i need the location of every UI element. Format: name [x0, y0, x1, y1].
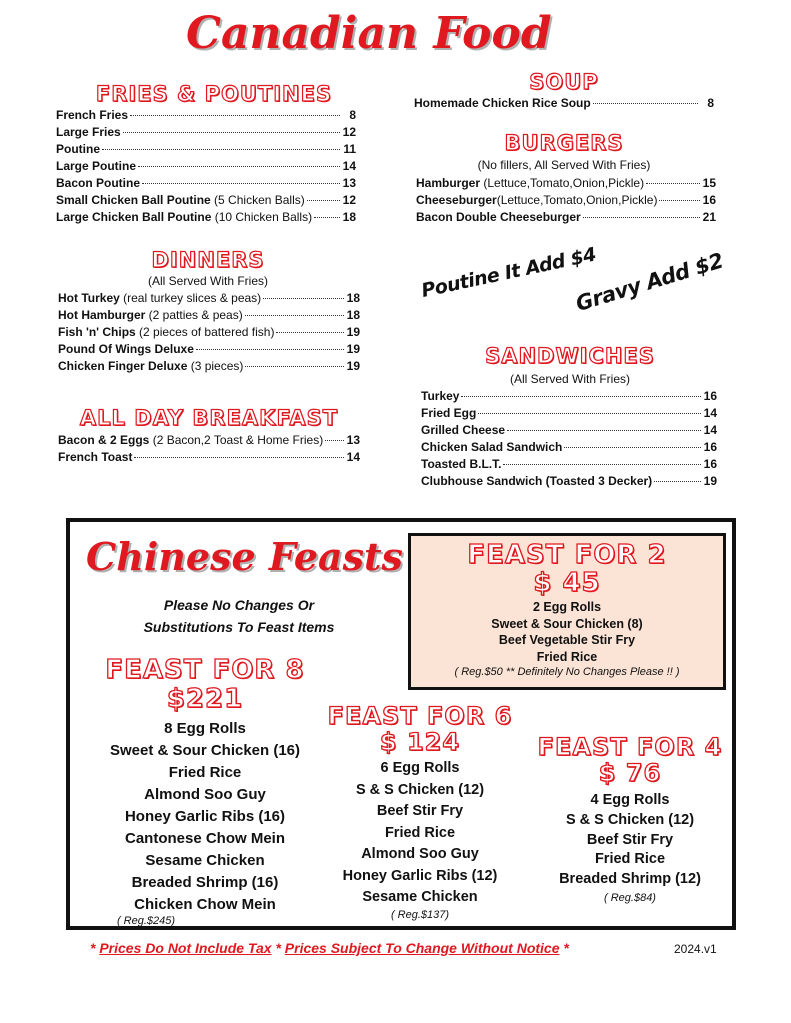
feast-item: Beef Stir Fry	[376, 803, 464, 819]
menu-item-name: Fried Egg	[421, 406, 477, 420]
menu-item-row	[421, 474, 717, 491]
feast-item: Fried Rice	[384, 824, 456, 841]
dotted-leader	[654, 481, 701, 482]
menu-item-name: Turkey	[421, 389, 460, 403]
menu-item-price: 18	[342, 210, 356, 224]
menu-item-row	[421, 457, 717, 474]
feast-8-reg-price: ( Reg.$245)	[116, 915, 176, 927]
menu-item-name: Hamburger	[416, 176, 481, 190]
dotted-leader	[276, 332, 344, 333]
menu-item-row	[56, 176, 356, 193]
feast-item: Sweet & Sour Chicken (8)	[491, 616, 643, 631]
menu-item-row	[56, 125, 356, 142]
gravy-addon: Gravy Add $2	[572, 248, 727, 316]
menu-item-row	[414, 96, 714, 113]
menu-item-price: 18	[346, 308, 360, 322]
fries-poutines-heading: FRIES & POUTINES	[95, 82, 333, 106]
feast-item: Beef Vegetable Stir Fry	[498, 633, 636, 647]
dotted-leader	[130, 115, 340, 116]
feast-notice-line2: Substitutions To Feast Items	[143, 619, 335, 635]
menu-item-name: Bacon & 2 Eggs	[58, 433, 150, 447]
dotted-leader	[196, 349, 344, 350]
poutine-it-addon: Poutine It Add $4	[419, 243, 598, 302]
menu-item-row	[421, 389, 717, 406]
breakfast-list	[58, 433, 360, 467]
feast-8-items	[86, 718, 324, 916]
menu-item-price: 11	[343, 142, 356, 156]
menu-item-price: 13	[342, 176, 356, 190]
chinese-feasts-title: Chinese Feasts	[86, 534, 403, 579]
menu-item-price: 19	[346, 325, 360, 339]
menu-item-price: 16	[703, 457, 717, 471]
feast-item: Sesame Chicken	[362, 889, 478, 905]
feast-item: Fried Rice	[168, 764, 242, 781]
menu-item-row	[421, 423, 717, 440]
menu-item-name: Chicken Salad Sandwich	[421, 440, 563, 454]
menu-item-description: (5 Chicken Balls)	[210, 193, 305, 207]
feast-for-8	[86, 655, 324, 927]
burgers-list	[416, 176, 716, 227]
menu-item-name: Large Chicken Ball Poutine	[56, 210, 212, 224]
menu-item-name: French Fries	[56, 108, 129, 122]
dotted-leader	[593, 103, 698, 104]
menu-item-name: Toasted B.L.T.	[421, 457, 502, 471]
menu-item-name: French Toast	[58, 450, 133, 464]
menu-item-price: 8	[707, 96, 714, 110]
dotted-leader	[307, 200, 340, 201]
menu-item-row	[416, 193, 716, 210]
menu-item-description: (2 pieces of battered fish)	[135, 325, 275, 339]
dotted-leader	[478, 413, 701, 414]
feast-notice-line1: Please No Changes Or	[163, 597, 315, 613]
dotted-leader	[503, 464, 701, 465]
dotted-leader	[138, 166, 340, 167]
feast-item: S & S Chicken (12)	[355, 781, 485, 798]
feast-item: Almond Soo Guy	[361, 846, 479, 862]
dotted-leader	[245, 315, 344, 316]
feast-item: Fried Rice	[536, 649, 598, 664]
feast-item: S & S Chicken (12)	[565, 811, 695, 828]
menu-item-row	[58, 342, 360, 359]
footer-notice	[90, 940, 569, 956]
feast-item: Sesame Chicken	[145, 852, 265, 869]
dotted-leader	[461, 396, 701, 397]
feast-6-price: $ 124	[379, 728, 461, 756]
menu-item-description: (2 Bacon,2 Toast & Home Fries)	[149, 433, 324, 447]
menu-item-description: (2 patties & peas)	[145, 308, 243, 322]
feast-item: 2 Egg Rolls	[532, 600, 602, 614]
version-label: 2024.v1	[674, 942, 717, 956]
menu-item-price: 19	[346, 342, 360, 356]
feast-for-4	[530, 733, 730, 904]
feast-item: Breaded Shrimp (12)	[559, 871, 701, 888]
menu-item-name: Bacon Double Cheeseburger	[416, 210, 581, 224]
feast-6-items	[320, 758, 520, 909]
menu-item-row	[58, 291, 360, 308]
dinners-heading: DINNERS	[151, 248, 265, 272]
feast-6-heading: FEAST FOR 6	[327, 702, 513, 730]
feast-4-reg-price: ( Reg.$84)	[604, 891, 656, 904]
dotted-leader	[325, 440, 344, 441]
menu-item-price: 19	[346, 359, 360, 373]
menu-item-name: Pound Of Wings Deluxe	[58, 342, 194, 356]
feast-8-price: $221	[166, 684, 244, 714]
menu-item-row	[56, 193, 356, 210]
footer-tax-note: Prices Do Not Include Tax	[99, 940, 272, 956]
menu-item-row	[56, 142, 356, 159]
feast-item: Honey Garlic Ribs (12)	[342, 867, 498, 884]
menu-item-row	[56, 108, 356, 125]
page-title: Canadian Food	[186, 8, 552, 59]
feast-for-2-box	[408, 533, 726, 690]
dinners-list	[58, 291, 360, 376]
feast-item: Honey Garlic Ribs (16)	[124, 808, 286, 825]
menu-item-price: 15	[702, 176, 716, 190]
feast-item: 8 Egg Rolls	[164, 720, 246, 737]
dotted-leader	[659, 200, 700, 201]
dotted-leader	[507, 430, 701, 431]
footer-star-2: *	[275, 940, 281, 956]
menu-item-price: 21	[702, 210, 716, 224]
menu-item-price: 14	[346, 450, 360, 464]
feast-2-items	[411, 599, 723, 665]
menu-item-description: (Lettuce,Tomato,Onion,Pickle)	[496, 193, 658, 207]
menu-item-row	[58, 359, 360, 376]
menu-item-name: Fish 'n' Chips	[58, 325, 136, 339]
menu-item-price: 16	[702, 193, 716, 207]
menu-item-name: Cheeseburger	[416, 193, 497, 207]
dotted-leader	[134, 457, 344, 458]
menu-item-row	[58, 308, 360, 325]
menu-item-description: (10 Chicken Balls)	[211, 210, 313, 224]
menu-item-price: 19	[703, 474, 717, 488]
feast-4-items	[530, 791, 730, 890]
feast-2-price: $ 45	[533, 568, 601, 598]
feast-6-reg-price: ( Reg.$137)	[390, 908, 450, 921]
feast-4-heading: FEAST FOR 4	[537, 733, 723, 761]
feast-4-price: $ 76	[598, 759, 662, 787]
menu-item-price: 8	[349, 108, 356, 122]
menu-item-name: Bacon Poutine	[56, 176, 141, 190]
menu-item-price: 13	[346, 433, 360, 447]
menu-item-row	[56, 159, 356, 176]
dotted-leader	[314, 217, 340, 218]
feast-2-heading: FEAST FOR 2	[467, 540, 667, 570]
menu-item-name: Chicken Finger Deluxe	[58, 359, 188, 373]
sandwiches-note: (All Served With Fries)	[509, 372, 631, 386]
feast-item: Almond Soo Guy	[144, 786, 266, 803]
footer-star-3: *	[563, 940, 569, 956]
menu-item-name: Small Chicken Ball Poutine	[56, 193, 211, 207]
menu-item-price: 18	[346, 291, 360, 305]
feast-item: Cantonese Chow Mein	[124, 830, 285, 847]
menu-item-row	[58, 433, 360, 450]
dotted-leader	[263, 298, 344, 299]
fries-poutines-list	[56, 108, 356, 227]
menu-item-row	[416, 176, 716, 193]
sandwiches-list	[421, 389, 717, 491]
menu-item-description: (real turkey slices & peas)	[119, 291, 262, 305]
menu-item-row	[421, 440, 717, 457]
feast-item: Beef Stir Fry	[586, 831, 674, 848]
menu-item-price: 14	[342, 159, 356, 173]
feast-8-heading: FEAST FOR 8	[105, 655, 305, 685]
sandwiches-heading: SANDWICHES	[485, 344, 655, 368]
dotted-leader	[142, 183, 340, 184]
menu-item-name: Hot Turkey	[58, 291, 120, 305]
burgers-heading: BURGERS	[504, 131, 624, 155]
feast-item: Sweet & Sour Chicken (16)	[109, 742, 301, 759]
menu-item-price: 12	[342, 193, 356, 207]
dotted-leader	[245, 366, 344, 367]
breakfast-heading: ALL DAY BREAKFAST	[79, 406, 339, 430]
menu-item-price: 14	[703, 406, 717, 420]
dotted-leader	[123, 132, 340, 133]
feast-2-reg-price: ( Reg.$50 ** Definitely No Changes Please !! )	[454, 666, 680, 678]
burgers-note: (No fillers, All Served With Fries)	[477, 158, 651, 172]
menu-item-price: 16	[703, 440, 717, 454]
feast-item: 6 Egg Rolls	[380, 760, 460, 776]
menu-item-name: Hot Hamburger	[58, 308, 146, 322]
menu-item-name: Large Fries	[56, 125, 121, 139]
feast-item: Chicken Chow Mein	[134, 896, 276, 913]
menu-item-description: (Lettuce,Tomato,Onion,Pickle)	[480, 176, 645, 190]
menu-item-price: 14	[703, 423, 717, 437]
dotted-leader	[646, 183, 700, 184]
menu-item-price: 12	[342, 125, 356, 139]
feast-item: Breaded Shrimp (16)	[131, 874, 279, 891]
feast-item: Fried Rice	[594, 851, 666, 868]
menu-item-name: Grilled Cheese	[421, 423, 506, 437]
menu-item-row	[58, 325, 360, 342]
menu-item-row	[58, 450, 360, 467]
dinners-note: (All Served With Fries)	[147, 274, 269, 288]
footer-change-note: Prices Subject To Change Without Notice	[284, 940, 560, 956]
menu-item-row	[416, 210, 716, 227]
menu-item-name: Large Poutine	[56, 159, 137, 173]
menu-item-name: Poutine	[56, 142, 100, 156]
feast-for-6	[320, 702, 520, 921]
soup-heading: SOUP	[529, 70, 599, 94]
menu-item-row	[421, 406, 717, 423]
feast-item: 4 Egg Rolls	[590, 792, 670, 808]
footer-star-1: *	[90, 940, 96, 956]
dotted-leader	[102, 149, 340, 150]
menu-item-name: Homemade Chicken Rice Soup	[414, 96, 591, 110]
menu-item-description: (3 pieces)	[187, 359, 244, 373]
dotted-leader	[564, 447, 701, 448]
soup-list	[414, 96, 714, 113]
menu-item-price: 16	[703, 389, 717, 403]
dotted-leader	[583, 217, 700, 218]
menu-item-row	[56, 210, 356, 227]
menu-item-name: Clubhouse Sandwich (Toasted 3 Decker)	[421, 474, 653, 488]
